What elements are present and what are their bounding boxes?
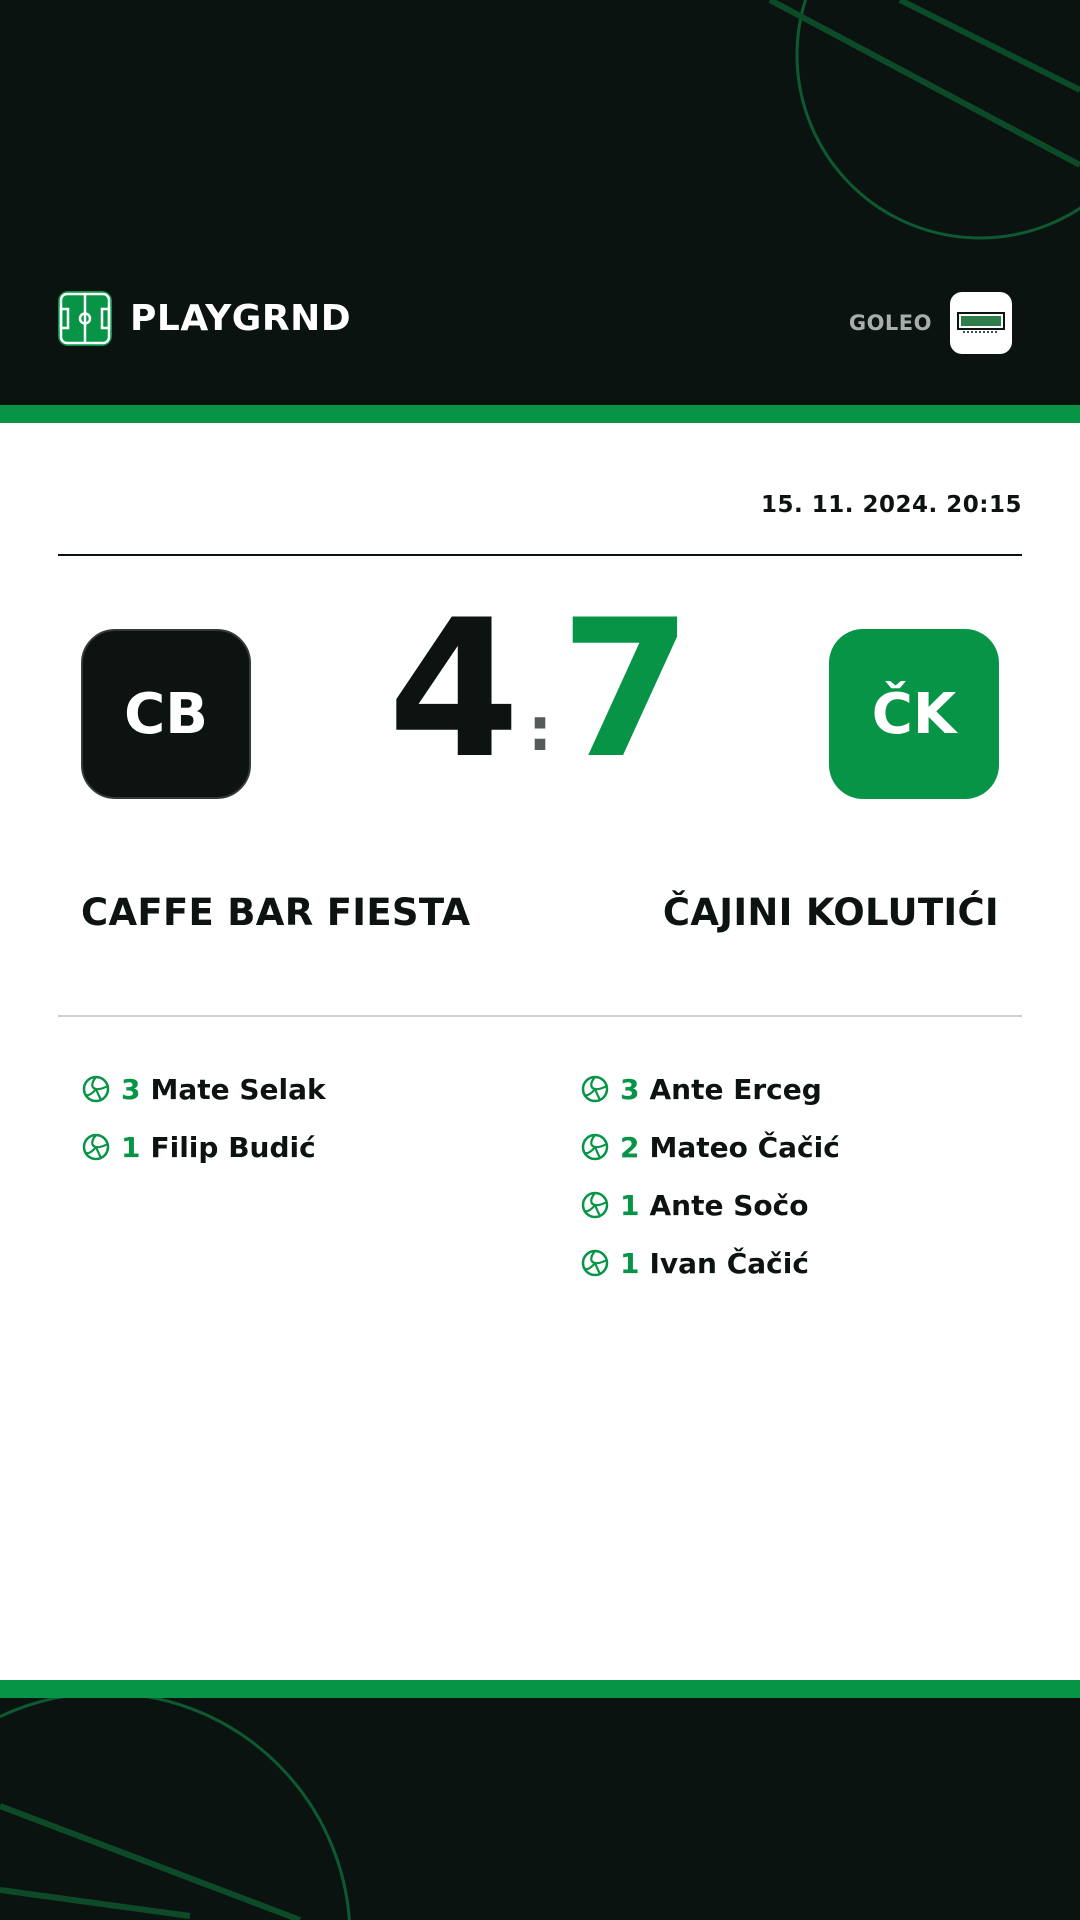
scoreboard — [380, 579, 700, 800]
away-team-name: ČAJINI KOLUTIĆI — [662, 891, 999, 934]
away-team-badge: ČK — [829, 629, 999, 799]
scorer-name: Filip Budić — [150, 1130, 316, 1164]
scorer-name: Ivan Čačić — [649, 1246, 809, 1280]
header-band — [0, 0, 1080, 405]
home-score: 4 — [387, 579, 520, 800]
home-team-badge: CB — [81, 629, 251, 799]
partner-logo — [950, 292, 1012, 354]
partner — [849, 292, 1012, 354]
soccer-ball-icon — [580, 1074, 610, 1104]
soccer-ball-icon — [580, 1132, 610, 1162]
away-scorers-list — [580, 1060, 840, 1292]
soccer-ball-icon — [580, 1248, 610, 1278]
list-item — [580, 1118, 840, 1176]
scorer-name: Ante Sočo — [649, 1188, 809, 1222]
list-item — [580, 1234, 840, 1292]
brand-name: PLAYGRND — [130, 298, 352, 339]
list-item — [81, 1060, 326, 1118]
pitch-lines-decoration — [0, 1698, 1080, 1920]
score-separator: : — [528, 695, 552, 765]
partner-label: GOLEO — [848, 311, 932, 335]
scorer-goals: 1 — [620, 1188, 640, 1222]
scorer-goals: 3 — [121, 1072, 141, 1106]
scorer-name: Mate Selak — [150, 1072, 326, 1106]
scorer-goals: 3 — [620, 1072, 640, 1106]
pitch-icon — [58, 291, 112, 346]
accent-stripe-bottom — [0, 1680, 1080, 1698]
scorer-name: Mateo Čačić — [649, 1130, 840, 1164]
scorer-name: Ante Erceg — [649, 1072, 822, 1106]
brand — [58, 291, 351, 346]
scorer-goals: 1 — [121, 1130, 141, 1164]
divider — [58, 554, 1022, 556]
list-item — [580, 1060, 840, 1118]
scorer-goals: 2 — [620, 1130, 640, 1164]
list-item — [81, 1118, 326, 1176]
footer-band — [0, 1698, 1080, 1920]
away-score: 7 — [560, 579, 693, 800]
soccer-ball-icon — [81, 1132, 111, 1162]
match-datetime: 15. 11. 2024. 20:15 — [761, 492, 1022, 518]
soccer-ball-icon — [580, 1190, 610, 1220]
divider — [58, 1015, 1022, 1017]
list-item — [580, 1176, 840, 1234]
accent-stripe-top — [0, 405, 1080, 423]
scorer-goals: 1 — [620, 1246, 640, 1280]
home-team-name: CAFFE BAR FIESTA — [81, 891, 471, 934]
home-scorers-list — [81, 1060, 326, 1176]
soccer-ball-icon — [81, 1074, 111, 1104]
